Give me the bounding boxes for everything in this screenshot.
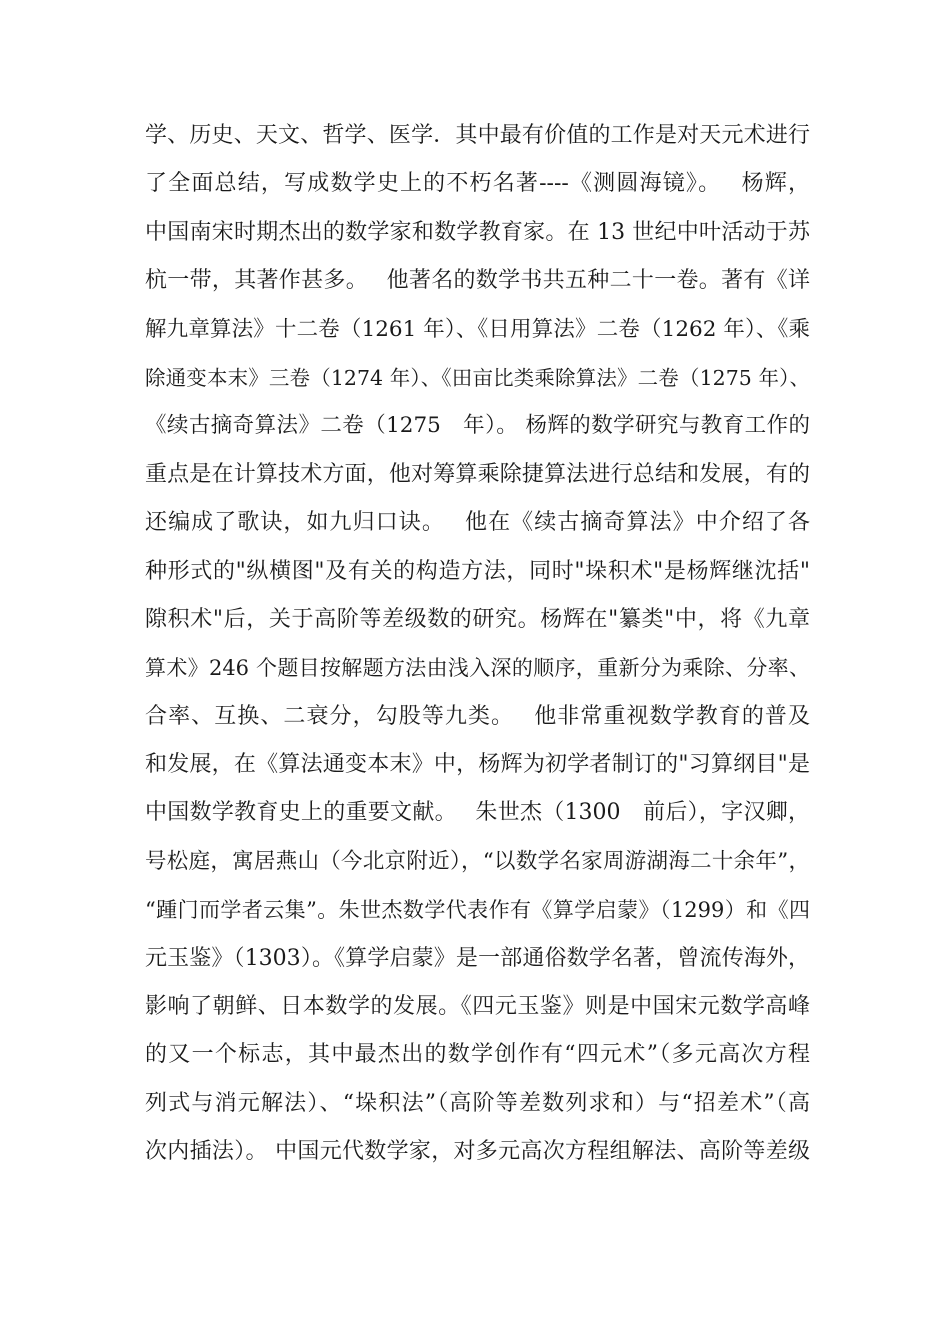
text-line: 还编成了歌诀，如九归口诀。 他在《续古摘奇算法》中介绍了各 — [145, 510, 810, 536]
text-line: 中国数学教育史上的重要文献。 朱世杰（1300 前后），字汉卿， — [145, 800, 810, 826]
text-line: 除通变本末》三卷（1274 年）、《田亩比类乘除算法》二卷（1275 年）、 — [145, 365, 810, 390]
body-text — [145, 112, 810, 1177]
text-line: 影响了朝鲜、日本数学的发展。《四元玉鉴》则是中国宋元数学高峰 — [145, 994, 810, 1020]
text-line: 学、历史、天文、哲学、医学．其中最有价值的工作是对天元术进行 — [145, 123, 810, 148]
text-line: 算术》246 个题目按解题方法由浅入深的顺序，重新分为乘除、分率、 — [145, 656, 810, 681]
text-line: 《续古摘奇算法》二卷（1275 年）。 杨辉的数学研究与教育工作的 — [145, 413, 810, 439]
text-line: 隙积术"后，关于高阶等差级数的研究。杨辉在"纂类"中，将《九章 — [145, 606, 810, 632]
text-line: 合率、互换、二衰分，勾股等九类。 他非常重视数学教育的普及 — [145, 703, 810, 729]
text-line: 的又一个标志，其中最杰出的数学创作有“四元术”（多元高次方程 — [145, 1042, 810, 1068]
text-line: 次内插法）。 中国元代数学家，对多元高次方程组解法、高阶等差级 — [145, 1139, 810, 1165]
text-line: 号松庭，寓居燕山（今北京附近），“以数学名家周游湖海二十余年”， — [145, 848, 810, 874]
text-line: 列式与消元解法）、“垛积法”（高阶等差数列求和）与“招差术”（高 — [145, 1090, 810, 1116]
text-line: “踵门而学者云集”。朱世杰数学代表作有《算学启蒙》（1299）和《四 — [145, 898, 810, 923]
text-line: 了全面总结，写成数学史上的不朽名著----《测圆海镜》。 杨辉， — [145, 171, 810, 197]
text-line: 杭一带，其著作甚多。 他著名的数学书共五种二十一卷。著有《详 — [145, 268, 810, 294]
text-line: 种形式的"纵横图"及有关的构造方法，同时"垛积术"是杨辉继沈括" — [145, 558, 810, 584]
text-line: 元玉鉴》（1303）。《算学启蒙》是一部通俗数学名著，曾流传海外， — [145, 945, 810, 971]
text-line: 和发展，在《算法通变本末》中，杨辉为初学者制订的"习算纲目"是 — [145, 752, 810, 778]
text-line: 重点是在计算技术方面，他对筹算乘除捷算法进行总结和发展，有的 — [145, 461, 810, 487]
text-line: 解九章算法》十二卷（1261 年）、《日用算法》二卷（1262 年）、《乘 — [145, 316, 810, 342]
text-line: 中国南宋时期杰出的数学家和数学教育家。在 13 世纪中叶活动于苏 — [145, 219, 810, 245]
